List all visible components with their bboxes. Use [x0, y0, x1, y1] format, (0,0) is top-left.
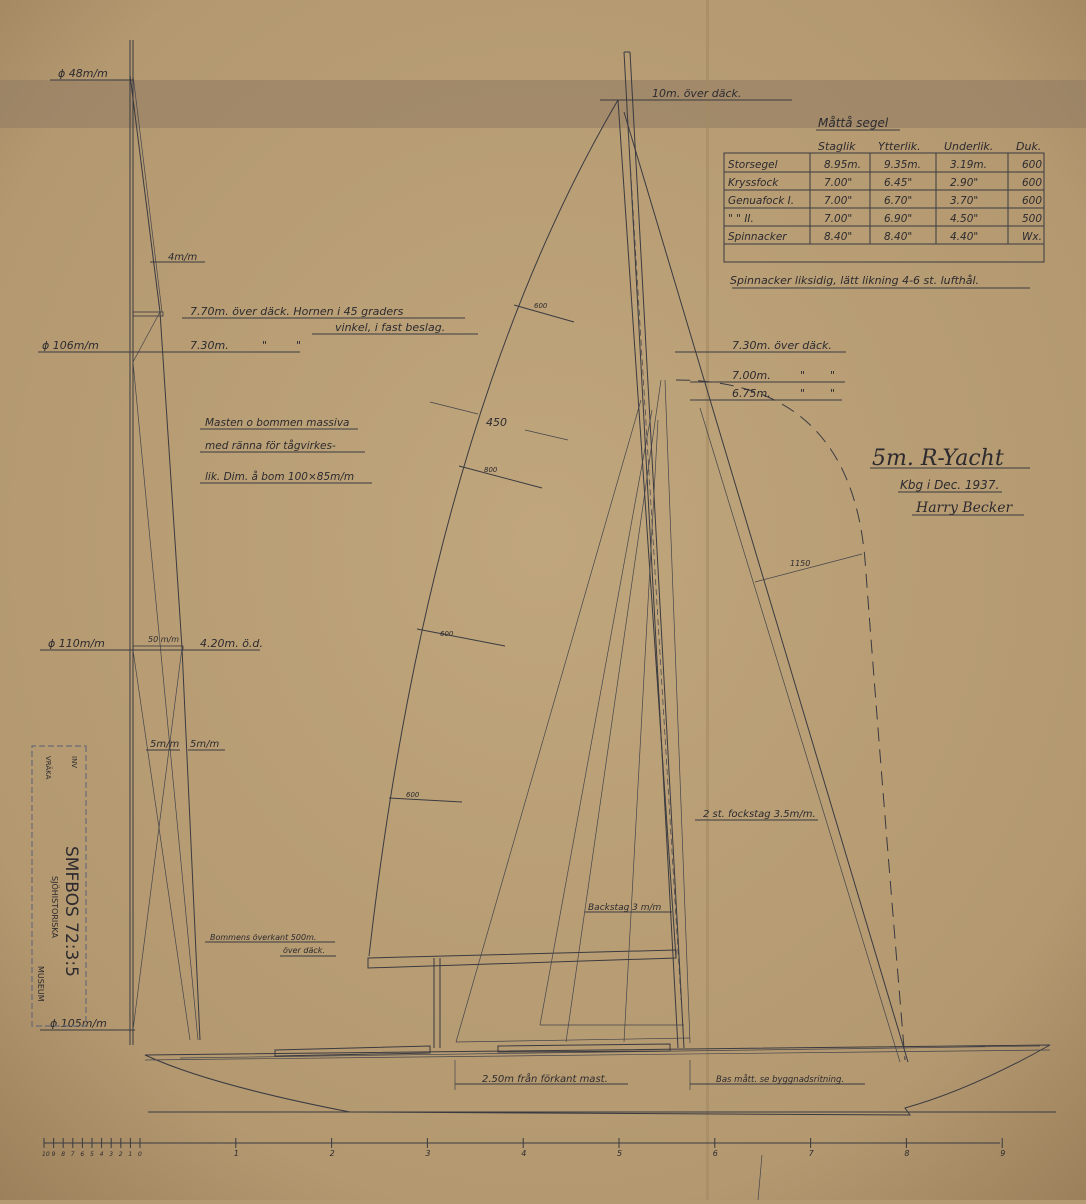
scale-tick-label: 4: [521, 1149, 527, 1158]
stamp-institution-line: SJÖHISTORISKA: [50, 876, 59, 938]
drawing-title: 5m. R-Yacht: [872, 446, 1004, 471]
base-measure-label: Bas mått. se byggnadsritning.: [716, 1075, 845, 1085]
batten-length-label: 600: [406, 791, 420, 799]
wall-50mm-label: 50 m/m: [148, 635, 180, 644]
scale-tick-label: 2: [329, 1149, 335, 1158]
sail-table-header: Staglik: [818, 140, 856, 153]
backstay-label: Backstag 3 m/m: [588, 903, 662, 913]
mast-dia-106-label: ϕ 106m/m: [42, 339, 99, 352]
sail-table-row-label: Spinnacker: [728, 231, 787, 243]
boom-note-line3: lik. Dim. å bom 100×85m/m: [205, 471, 355, 483]
girth-label: 450: [486, 416, 507, 429]
boom-note-line1: Masten o bommen massiva: [205, 417, 350, 429]
sail-table-row-label: Kryssfock: [728, 177, 779, 189]
height-730-label: 7.30m.: [190, 339, 229, 352]
sail-table-cell: 3.19m.: [950, 159, 987, 171]
stamp-museum-line: MUSEUM: [36, 966, 45, 1002]
mast-height-label: 10m. över däck.: [652, 87, 742, 100]
sail-table-cell: 8.40": [884, 231, 913, 243]
jib-height-730-label: 7.30m. över däck.: [732, 339, 832, 352]
sail-table-cell: 6.45": [884, 177, 913, 189]
sail-table-cell: 7.00": [824, 177, 853, 189]
mast-dia-110-label: ϕ 110m/m: [48, 637, 105, 650]
wall-5mm-b-label: 5m/m: [190, 739, 220, 750]
boom-height-line1: Bommens överkant 500m.: [210, 933, 317, 942]
sail-table-cell: 9.35m.: [884, 159, 921, 171]
spinnaker-girth-label: 1150: [790, 559, 811, 568]
scale-tick-label: 8: [904, 1149, 910, 1158]
sail-table-cell: 6.70": [884, 195, 913, 207]
sail-table-header: Ytterlik.: [878, 140, 921, 153]
horns-note-line2: vinkel, i fast beslag.: [335, 321, 446, 334]
sail-table-cell: 7.00": [824, 213, 853, 225]
sail-table-cell: 600: [1022, 177, 1043, 189]
sail-table-cell: 4.50": [950, 213, 979, 225]
sail-table-cell: 7.00": [824, 195, 853, 207]
stamp-inv-line: INV: [70, 756, 78, 769]
boom-height-line2: över däck.: [283, 946, 325, 955]
boom-note-line2: med ränna för tågvirkes-: [205, 440, 336, 452]
batten-length-label: 800: [484, 466, 498, 474]
paper-crease: [706, 0, 709, 1200]
ditto-mark: ": [800, 369, 806, 382]
sail-table-cell: 600: [1022, 195, 1043, 207]
scale-tick-label: 10: [42, 1151, 50, 1158]
sail-table-cell: 500: [1022, 213, 1043, 225]
sail-table-cell: 3.70": [950, 195, 979, 207]
scale-tick-label: 5: [617, 1149, 623, 1158]
ditto-mark: ": [830, 369, 836, 382]
sail-table-cell: Wx.: [1022, 231, 1042, 243]
scale-tick-label: 3: [109, 1151, 114, 1158]
ditto-mark: ": [262, 339, 268, 352]
scale-tick-label: 1: [233, 1149, 239, 1158]
horns-note-line1: 7.70m. över däck. Hornen i 45 graders: [190, 305, 404, 318]
scale-tick-label: 6: [80, 1151, 85, 1158]
scale-tick-label: 5: [90, 1151, 94, 1158]
mast-distance-label: 2.50m från förkant mast.: [482, 1074, 608, 1085]
sail-table-cell: 6.90": [884, 213, 913, 225]
scale-tick-label: 9: [1000, 1149, 1006, 1158]
mast-dia-top-label: ϕ 48m/m: [58, 67, 108, 80]
ditto-mark: ": [830, 387, 836, 400]
scale-tick-label: 7: [808, 1149, 814, 1158]
sail-table-row-label: " " II.: [728, 213, 754, 225]
sail-table-footer: Spinnacker liksidig, lätt likning 4-6 st. lufthål.: [730, 274, 980, 287]
scale-tick-label: 4: [99, 1151, 104, 1158]
forestay-label: 2 st. fockstag 3.5m/m.: [703, 809, 816, 820]
sail-table-cell: 4.40": [950, 231, 979, 243]
sail-table-cell: 600: [1022, 159, 1043, 171]
stamp-id-line: SMFBOS 72:3:5: [61, 846, 81, 977]
wall-4mm-label: 4m/m: [168, 252, 198, 263]
sail-table-row-label: Genuafock I.: [728, 195, 795, 207]
sail-table-header: Duk.: [1016, 140, 1042, 153]
batten-length-label: 600: [534, 302, 548, 310]
sail-table-cell: 2.90": [950, 177, 979, 189]
scale-tick-label: 2: [118, 1151, 123, 1158]
jib-height-700-label: 7.00m.: [732, 369, 771, 382]
sail-table-header: Underlik.: [944, 140, 994, 153]
wall-5mm-a-label: 5m/m: [150, 739, 180, 750]
jib-height-675-label: 6.75m.: [732, 387, 771, 400]
batten-length-label: 600: [440, 630, 454, 638]
scale-tick-label: 1: [128, 1151, 133, 1158]
mast-dia-105-label: ϕ 105m/m: [50, 1017, 107, 1030]
scale-tick-label: 7: [70, 1151, 75, 1158]
drawing-place-date: Kbg i Dec. 1937.: [900, 478, 1000, 492]
scale-tick-label: 9: [51, 1151, 56, 1158]
sail-table-title: Måttå segel: [818, 116, 889, 130]
sail-table-row-label: Storsegel: [728, 159, 778, 171]
scale-tick-label: 8: [61, 1151, 66, 1158]
stamp-kind-line: VRÄKA: [44, 756, 52, 780]
scale-tick-label: 0: [138, 1151, 142, 1158]
height-420-label: 4.20m. ö.d.: [200, 637, 263, 650]
ditto-mark: ": [800, 387, 806, 400]
drawing-signature: Harry Becker: [916, 500, 1013, 516]
scale-tick-label: 3: [425, 1149, 431, 1158]
tape-band: [0, 80, 1086, 128]
sail-table-cell: 8.40": [824, 231, 853, 243]
scale-tick-label: 6: [712, 1149, 718, 1158]
ditto-mark: ": [296, 339, 302, 352]
sail-table-cell: 8.95m.: [824, 159, 861, 171]
